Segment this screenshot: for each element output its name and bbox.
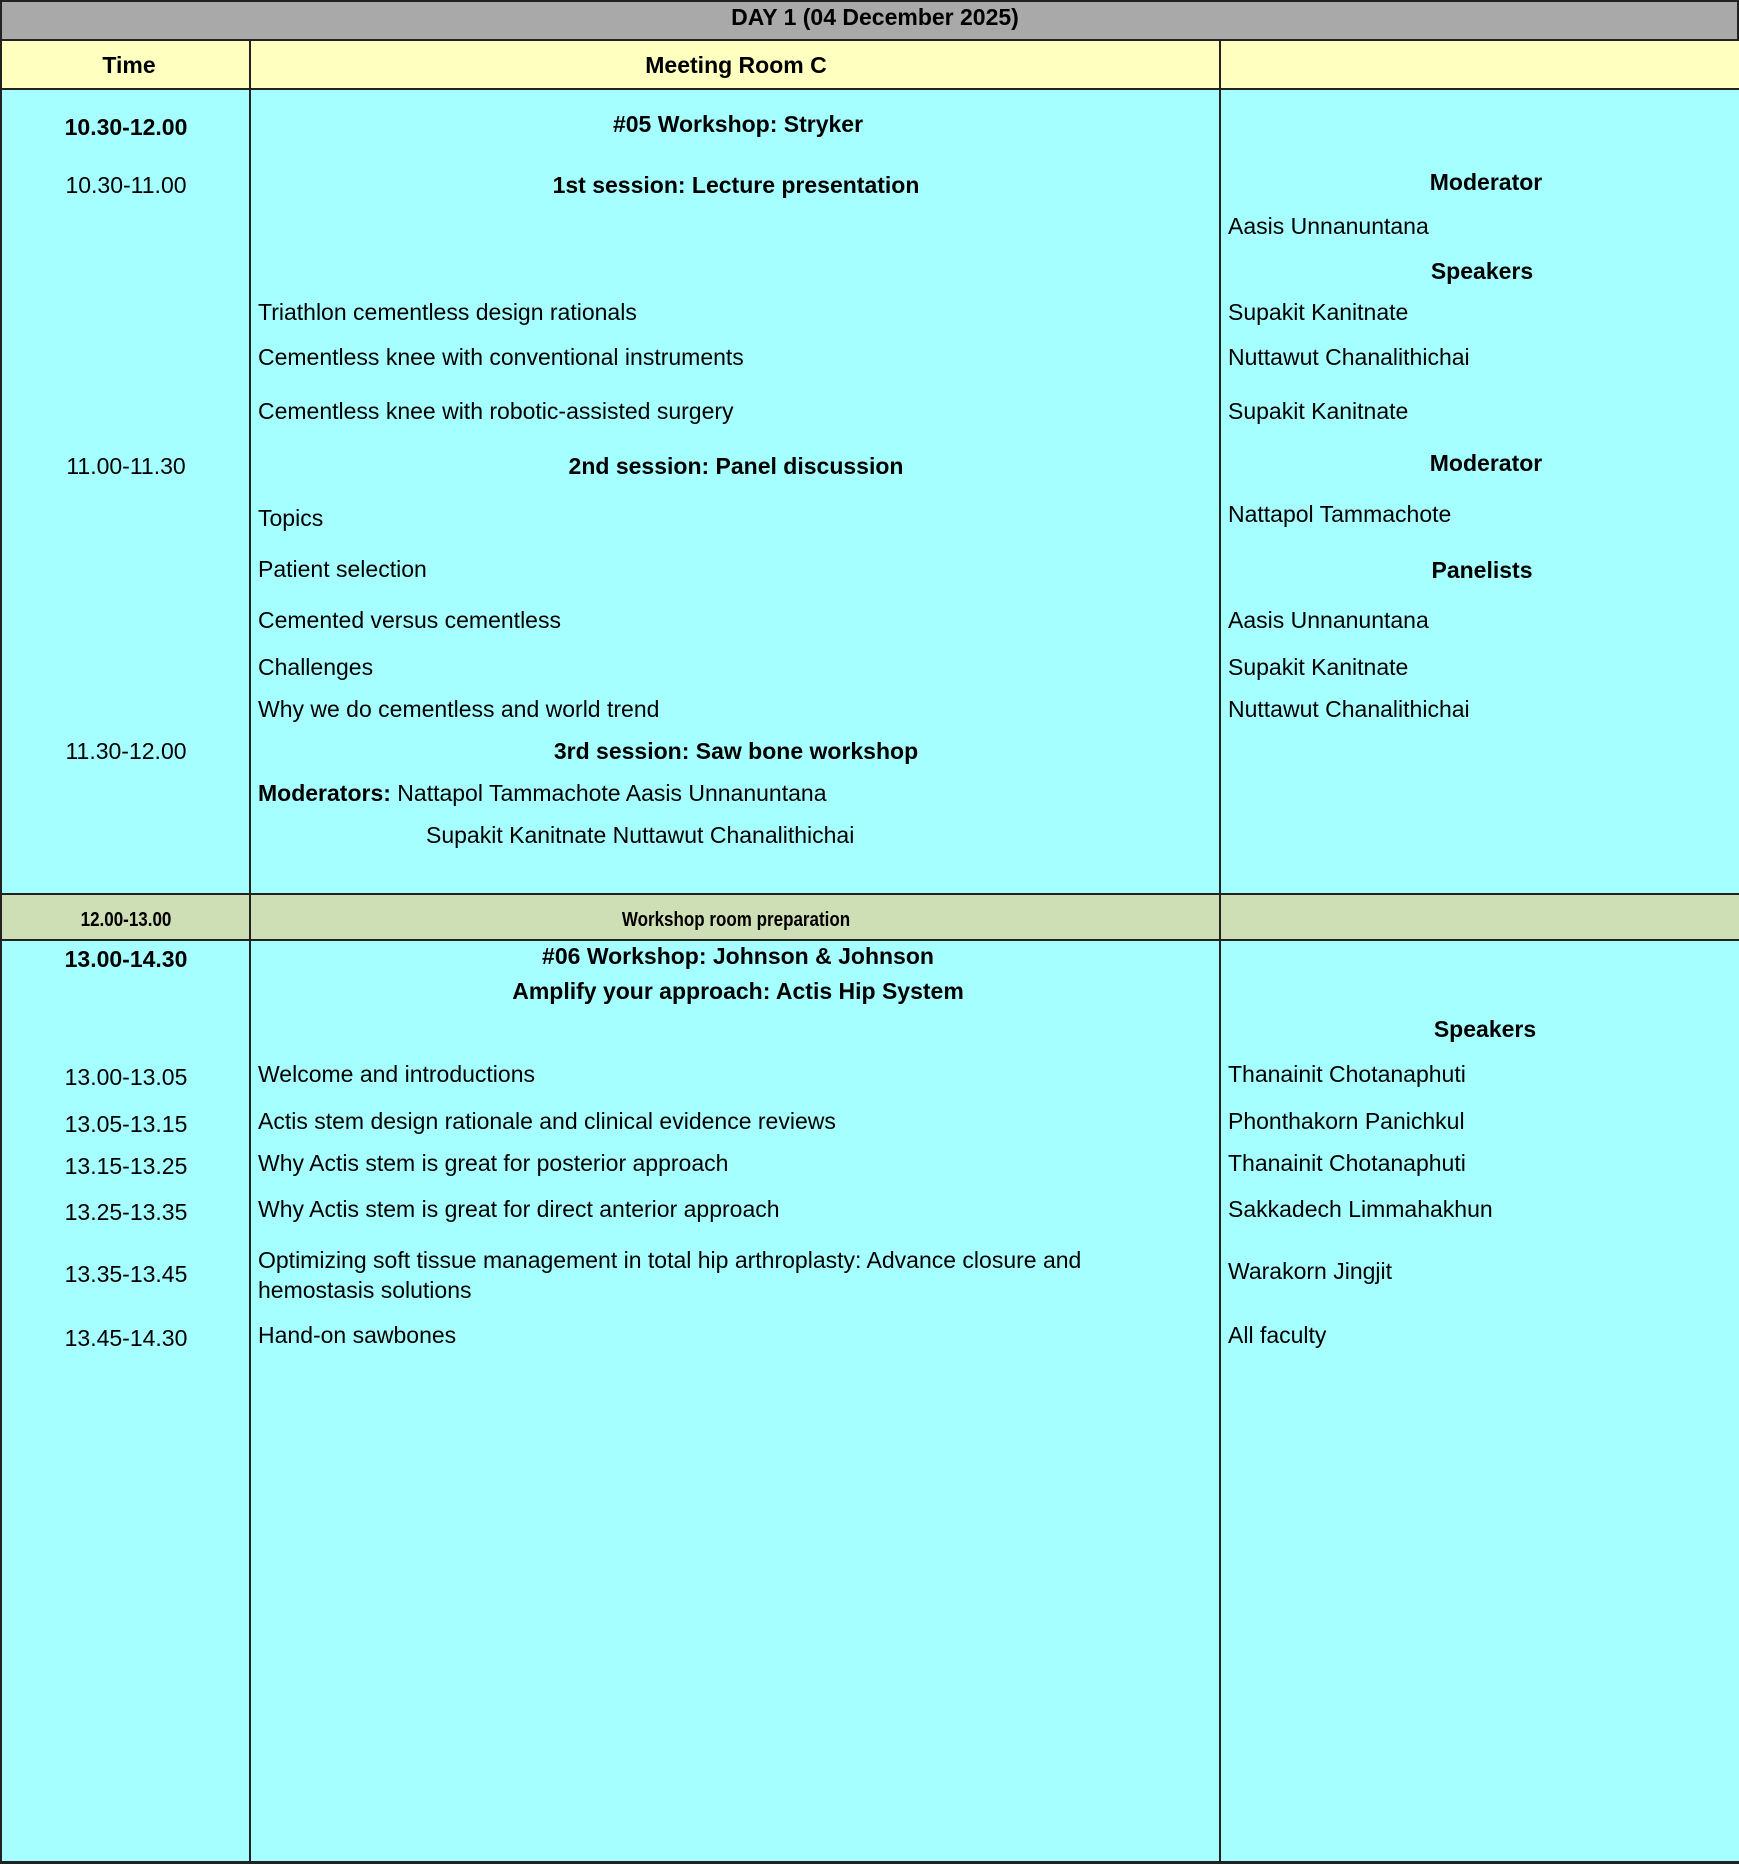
break-label: Workshop room preparation (621, 909, 851, 931)
ws05-s2-topic: Challenges (258, 654, 374, 680)
ws05-s1-moderator-label: Moderator (1429, 169, 1543, 195)
ws06-talk-speaker: Sakkadech Limmahakhun (1228, 1196, 1493, 1222)
ws06-talk-topic: Why Actis stem is great for posterior approach (258, 1150, 729, 1176)
ws06-talk-time: 13.05-13.15 (64, 1111, 188, 1137)
ws05-s2-panelist: Nuttawut Chanalithichai (1228, 696, 1470, 722)
ws05-s2-topic: Topics (258, 505, 324, 531)
ws06-talk-speaker: Thanainit Chotanaphuti (1228, 1150, 1466, 1176)
ws06-talk-time: 13.00-13.05 (64, 1064, 188, 1090)
ws05-s2-topic: Cemented versus cementless (258, 607, 561, 633)
ws05-s1-time: 10.30-11.00 (65, 172, 187, 198)
ws05-s3-moderators-line2: Supakit Kanitnate Nuttawut Chanalithichai (426, 822, 855, 848)
ws05-time-main: 10.30-12.00 (64, 114, 188, 140)
ws05-s1-speakers-label: Speakers (1430, 258, 1534, 284)
break-row (0, 893, 1739, 941)
grid-line-2 (1219, 41, 1221, 1864)
ws05-s3-moderators-line1: Nattapol Tammachote Aasis Unnanuntana (397, 780, 827, 806)
ws05-title: #05 Workshop: Stryker (612, 111, 864, 137)
ws06-talk-time: 13.15-13.25 (64, 1153, 188, 1179)
ws05-s1-talk-speaker: Nuttawut Chanalithichai (1228, 344, 1470, 370)
ws06-talk-speaker: All faculty (1228, 1322, 1327, 1348)
workshop-05-section (0, 90, 1739, 894)
ws05-s2-moderator-label: Moderator (1429, 450, 1543, 476)
ws05-s1-talk-topic: Cementless knee with robotic-assisted surgery (258, 398, 734, 424)
ws06-talk-time: 13.35-13.45 (64, 1261, 188, 1287)
ws06-talk-speaker: Thanainit Chotanaphuti (1228, 1061, 1466, 1087)
ws05-s2-panelists-label: Panelists (1431, 557, 1533, 583)
ws06-talk-speaker: Warakorn Jingjit (1228, 1258, 1393, 1284)
day-title: DAY 1 (04 December 2025) (731, 4, 1019, 30)
ws06-time-main: 13.00-14.30 (64, 946, 188, 972)
ws05-s3-moderators-label: Moderators: (258, 780, 391, 806)
ws06-talk-topic: Optimizing soft tissue management in total hip arthroplasty: Advance closure and (258, 1247, 1082, 1273)
ws06-talk-topic-line2: hemostasis solutions (258, 1277, 472, 1303)
column-header-time: Time (102, 52, 156, 78)
grid-line-1 (249, 41, 251, 1864)
ws06-subtitle: Amplify your approach: Actis Hip System (512, 978, 964, 1004)
ws05-s2-time: 11.00-11.30 (66, 453, 186, 479)
ws05-s2-panelist: Aasis Unnanuntana (1228, 607, 1429, 633)
ws05-s3-moderators (258, 780, 826, 806)
ws06-talk-topic: Actis stem design rationale and clinical evidence reviews (258, 1108, 836, 1134)
ws05-s3-time: 11.30-12.00 (65, 738, 187, 764)
ws05-s2-moderator: Nattapol Tammachote (1228, 501, 1452, 527)
ws06-speakers-label: Speakers (1433, 1016, 1537, 1042)
ws05-s1-talk-topic: Triathlon cementless design rationals (258, 299, 637, 325)
ws05-s2-panelist: Supakit Kanitnate (1228, 654, 1409, 680)
column-header-bar (0, 41, 1739, 90)
ws05-s2-title: 2nd session: Panel discussion (568, 453, 904, 479)
ws06-title: #06 Workshop: Johnson & Johnson (542, 943, 934, 969)
ws05-s3-title: 3rd session: Saw bone workshop (553, 738, 919, 764)
ws05-s1-title: 1st session: Lecture presentation (552, 172, 920, 198)
ws05-s2-topic: Patient selection (258, 556, 427, 582)
ws06-talk-time: 13.25-13.35 (64, 1199, 188, 1225)
ws06-talk-topic: Why Actis stem is great for direct anterior approach (258, 1196, 780, 1222)
column-header-room: Meeting Room C (645, 52, 827, 78)
ws05-s1-moderator: Aasis Unnanuntana (1228, 213, 1429, 239)
ws06-talk-topic: Welcome and introductions (258, 1061, 535, 1087)
ws05-s1-talk-speaker: Supakit Kanitnate (1228, 398, 1409, 424)
grid-line-left (0, 41, 2, 1864)
ws05-s1-talk-speaker: Supakit Kanitnate (1228, 299, 1409, 325)
ws06-talk-speaker: Phonthakorn Panichkul (1228, 1108, 1465, 1134)
ws05-s2-topic: Why we do cementless and world trend (258, 696, 660, 722)
ws06-talk-topic: Hand-on sawbones (258, 1322, 457, 1348)
break-time: 12.00-13.00 (80, 909, 172, 931)
ws06-talk-time: 13.45-14.30 (64, 1325, 188, 1351)
ws05-s1-talk-topic: Cementless knee with conventional instruments (258, 344, 744, 370)
